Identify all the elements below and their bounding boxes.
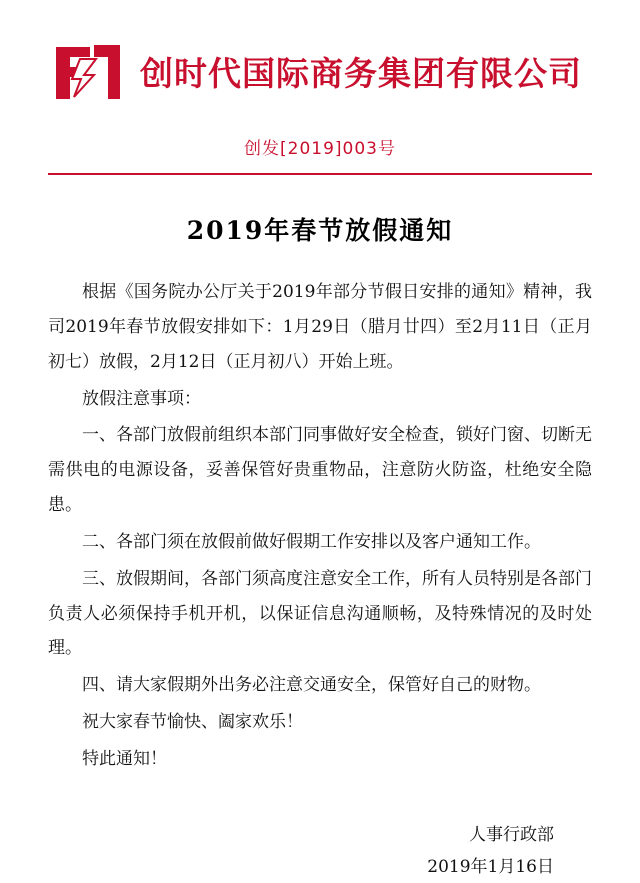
letterhead	[48, 34, 592, 112]
document-body	[48, 275, 592, 777]
paragraph: 特此通知！	[82, 748, 167, 769]
paragraph: 根据《国务院办公厅关于2019年部分节假日安排的通知》精神，我司2019年春节放假安排如下：1月29日（腊月廿四）至2月11日（正月初七）放假，2月12日（正月初八）开始上班。	[48, 282, 592, 372]
paragraph: 二、各部门须在放假前做好假期工作安排以及客户通知工作。	[82, 531, 541, 552]
red-lightning-logo-icon	[50, 41, 124, 105]
company-name: 创时代国际商务集团有限公司	[140, 53, 582, 93]
paragraph: 三、放假期间，各部门须高度注意安全工作，所有人员特别是各部门负责人必须保持手机开机，以保证信息沟通顺畅，及特殊情况的及时处理。	[48, 568, 592, 659]
signature-department: 人事行政部	[469, 824, 554, 845]
document-number: 创发[2019]003号	[244, 139, 396, 159]
header-divider	[48, 173, 592, 175]
signature-date: 2019年1月16日	[427, 857, 554, 878]
paragraph: 一、各部门放假前组织本部门同事做好安全检查，锁好门窗、切断无需供电的电源设备，妥善保管好贵重物品，注意防火防盗，杜绝安全隐患。	[48, 425, 592, 516]
paragraph: 四、请大家假期外出务必注意交通安全，保管好自己的财物。	[82, 675, 541, 696]
signature-block	[48, 819, 592, 883]
paragraph: 放假注意事项：	[82, 388, 201, 409]
paragraph: 祝大家春节愉快、阖家欢乐！	[82, 712, 303, 733]
page-title: 2019年春节放假通知	[186, 216, 454, 245]
